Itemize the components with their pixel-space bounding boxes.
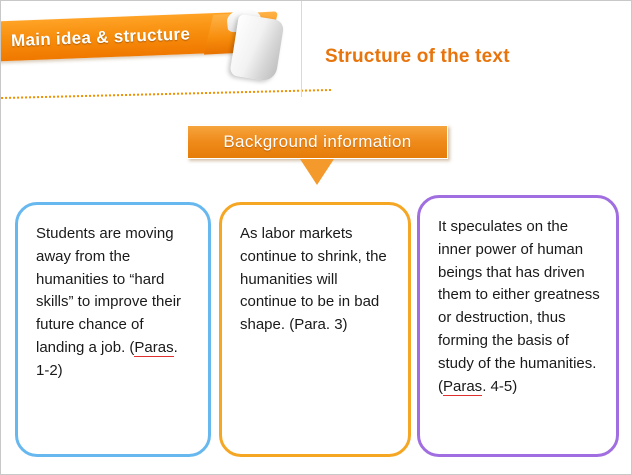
down-arrow-icon: [300, 159, 334, 189]
card-text-underlined: Paras: [134, 338, 174, 356]
down-arrow-head: [300, 159, 334, 185]
background-information-label: Background information: [223, 132, 412, 151]
decorative-vertical-divider: [301, 1, 302, 97]
card-text-main: As labor markets continue to shrink, the humanities will continue to be in bad shape. (Para. 3): [240, 225, 387, 334]
card-text: [36, 223, 192, 383]
title-banner: [1, 1, 301, 97]
card-row: [15, 197, 619, 459]
card-text-tail: . 4-5): [482, 377, 518, 395]
card-text-tail: . 1-2): [36, 338, 178, 379]
banner-paper-curl: [229, 14, 284, 82]
card-text-main: It speculates on the inner power of human beings that has driven them to either greatness or destruction, thus forming the basis of study of the humanities. (: [438, 218, 600, 395]
card-text-main: Students are moving away from the humanities to “hard skills” to improve their future chance of landing a job. (: [36, 225, 182, 356]
card-text-underlined: Paras: [443, 377, 483, 395]
content-card-students: [15, 202, 211, 457]
content-card-labor: [219, 202, 411, 457]
page-title: Structure of the text: [325, 46, 510, 67]
background-information-box: [187, 125, 448, 159]
card-text: [438, 216, 600, 398]
banner-title-text: Main idea & structure: [10, 24, 191, 51]
content-card-speculates: [417, 195, 619, 457]
card-text: [240, 223, 392, 337]
